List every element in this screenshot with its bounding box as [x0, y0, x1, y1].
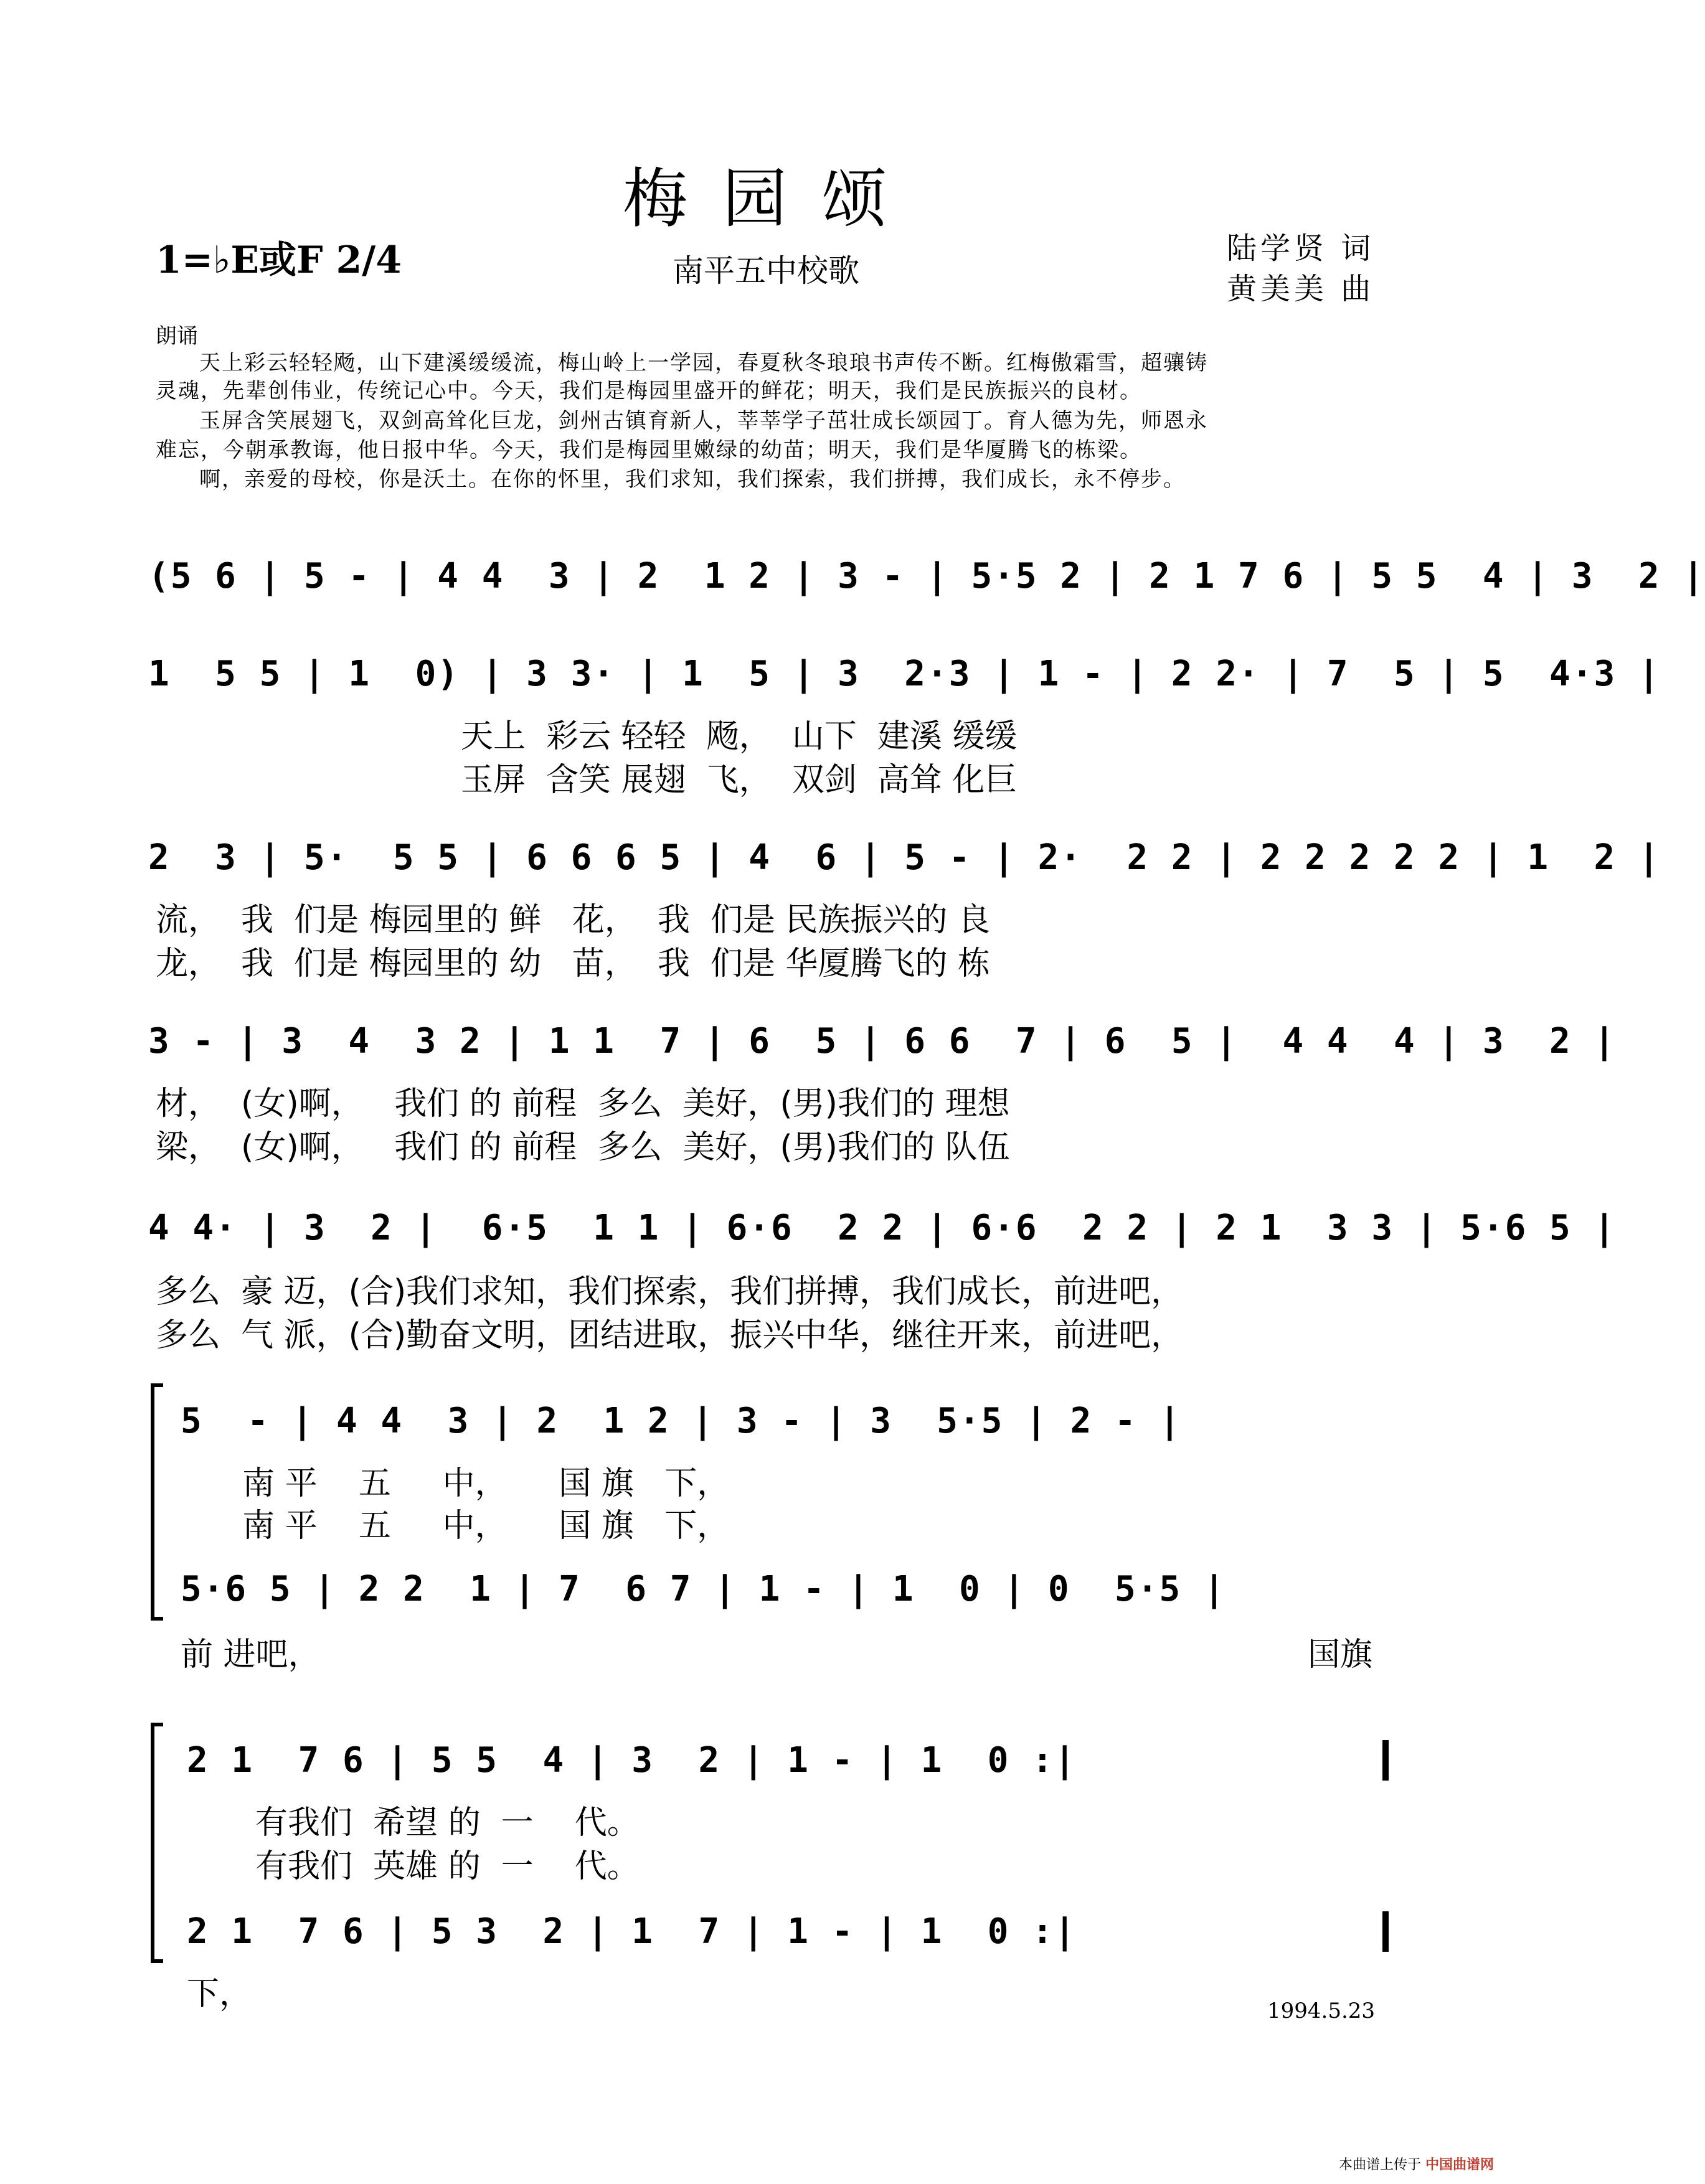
date-stamp: 1994.5.23 [1267, 1998, 1376, 2023]
song-title: 梅园颂 [622, 161, 922, 237]
lyrics-row-6-lower-end: 国旗 [1308, 1636, 1373, 1673]
score-row-4: 3 - | 3 4 3 2 | 1 1 7 | 6 5 | 6 6 7 | 6 5 | 4 4 4 | 3 2 | [148, 1021, 1617, 1061]
brace-section-7 [153, 1725, 163, 1961]
lyrics-row-5-verse-1: 多么 豪 迈，(合)我们求知，我们探索，我们拼搏，我们成长，前进吧， [156, 1273, 1184, 1311]
score-row-6-upper: 5 - | 4 4 3 | 2 1 2 | 3 - | 3 5·5 | 2 - | [181, 1401, 1182, 1441]
score-row-3: 2 3 | 5· 5 5 | 6 6 6 5 | 4 6 | 5 - | 2· 2 2 | 2 2 2 2 2 | 1 2 | [148, 837, 1661, 878]
lyrics-row-2-verse-1: 天上 彩云 轻轻 飏， 山下 建溪 缓缓 [461, 718, 1018, 755]
lyrics-row-4-verse-1: 材， (女)啊， 我们 的 前程 多么 美好，(男)我们的 理想 [156, 1085, 1010, 1123]
score-row-5: 4 4· | 3 2 | 6·5 1 1 | 6·6 2 2 | 6·6 2 2 | 2 1 3 3 | 5·6 5 | [148, 1208, 1617, 1248]
footer-text: 本曲谱上传于 [1339, 2157, 1422, 2173]
footer-brand: 中国曲谱网 [1425, 2157, 1495, 2173]
song-subtitle: 南平五中校歌 [673, 253, 859, 289]
score-row-7-upper: 2 1 7 6 | 5 5 4 | 3 2 | 1 - | 1 0 :| [187, 1740, 1077, 1781]
score-row-6-lower: 5·6 5 | 2 2 1 | 7 6 7 | 1 - | 1 0 | 0 5·5 | [181, 1569, 1226, 1609]
lyrics-row-6-lower: 前 进吧， [181, 1636, 321, 1673]
lyrics-row-4-verse-2: 梁， (女)啊， 我们 的 前程 多么 美好，(男)我们的 队伍 [156, 1129, 1010, 1166]
lyrics-row-3-verse-1: 流， 我 们是 梅园里的 鲜 花， 我 们是 民族振兴的 良 [156, 901, 990, 939]
lyrics-row-7-lower: 下， [187, 1975, 252, 2013]
lyrics-row-5-verse-2: 多么 气 派，(合)勤奋文明，团结进取，振兴中华，继往开来，前进吧， [156, 1317, 1184, 1354]
recitation-line: 啊，亲爱的母校，你是沃土。在你的怀里，我们求知，我们探索，我们拼搏，我们成长，永不停步。 [199, 467, 1186, 492]
lyrics-row-6-verse-2: 南 平 五 中， 国 旗 下， [181, 1507, 730, 1545]
lyricist-credit: 陆学贤 词 [1227, 231, 1375, 266]
lyrics-row-3-verse-2: 龙， 我 们是 梅园里的 幼 苗， 我 们是 华厦腾飞的 栋 [156, 945, 990, 982]
recitation-line: 灵魂，先辈创伟业，传统记心中。今天，我们是梅园里盛开的鲜花；明天，我们是民族振兴的良材。 [156, 379, 1142, 403]
score-row-7-lower: 2 1 7 6 | 5 3 2 | 1 7 | 1 - | 1 0 :| [187, 1911, 1077, 1952]
key-signature: 1=♭E或F 2/4 [156, 238, 402, 282]
composer-credit: 黄美美 曲 [1227, 271, 1375, 306]
lyrics-row-7-verse-1: 有我们 希望 的 一 代。 [255, 1804, 640, 1842]
lyrics-row-2-verse-2: 玉屏 含笑 展翅 飞， 双剑 高耸 化巨 [461, 761, 1018, 799]
recitation-heading: 朗诵 [156, 324, 198, 349]
lyrics-row-6-verse-1: 南 平 五 中， 国 旗 下， [181, 1465, 730, 1502]
score-row-2: 1 5 5 | 1 0) | 3 3· | 1 5 | 3 2·3 | 1 - | 2 2· | 7 5 | 5 4·3 | [148, 654, 1661, 694]
recitation-line: 天上彩云轻轻飏，山下建溪缓缓流，梅山岭上一学园，春夏秋冬琅琅书声传不断。红梅傲霜雪，超骧铸 [199, 351, 1208, 375]
lyrics-row-7-verse-2: 有我们 英雄 的 一 代。 [255, 1848, 640, 1885]
recitation-line: 难忘，今朝承教诲，他日报中华。今天，我们是梅园里嫩绿的幼苗；明天，我们是华厦腾飞的栋梁。 [156, 438, 1142, 463]
recitation-line: 玉屏含笑展翅飞，双剑高耸化巨龙，剑州古镇育新人，莘莘学子茁壮成长颂园丁。育人德为先，师恩永 [199, 408, 1208, 433]
brace-section-6 [153, 1385, 163, 1619]
score-row-1: (5 6 | 5 - | 4 4 3 | 2 1 2 | 3 - | 5·5 2 | 2 1 7 6 | 5 5 4 | 3 2 | [148, 556, 1705, 596]
